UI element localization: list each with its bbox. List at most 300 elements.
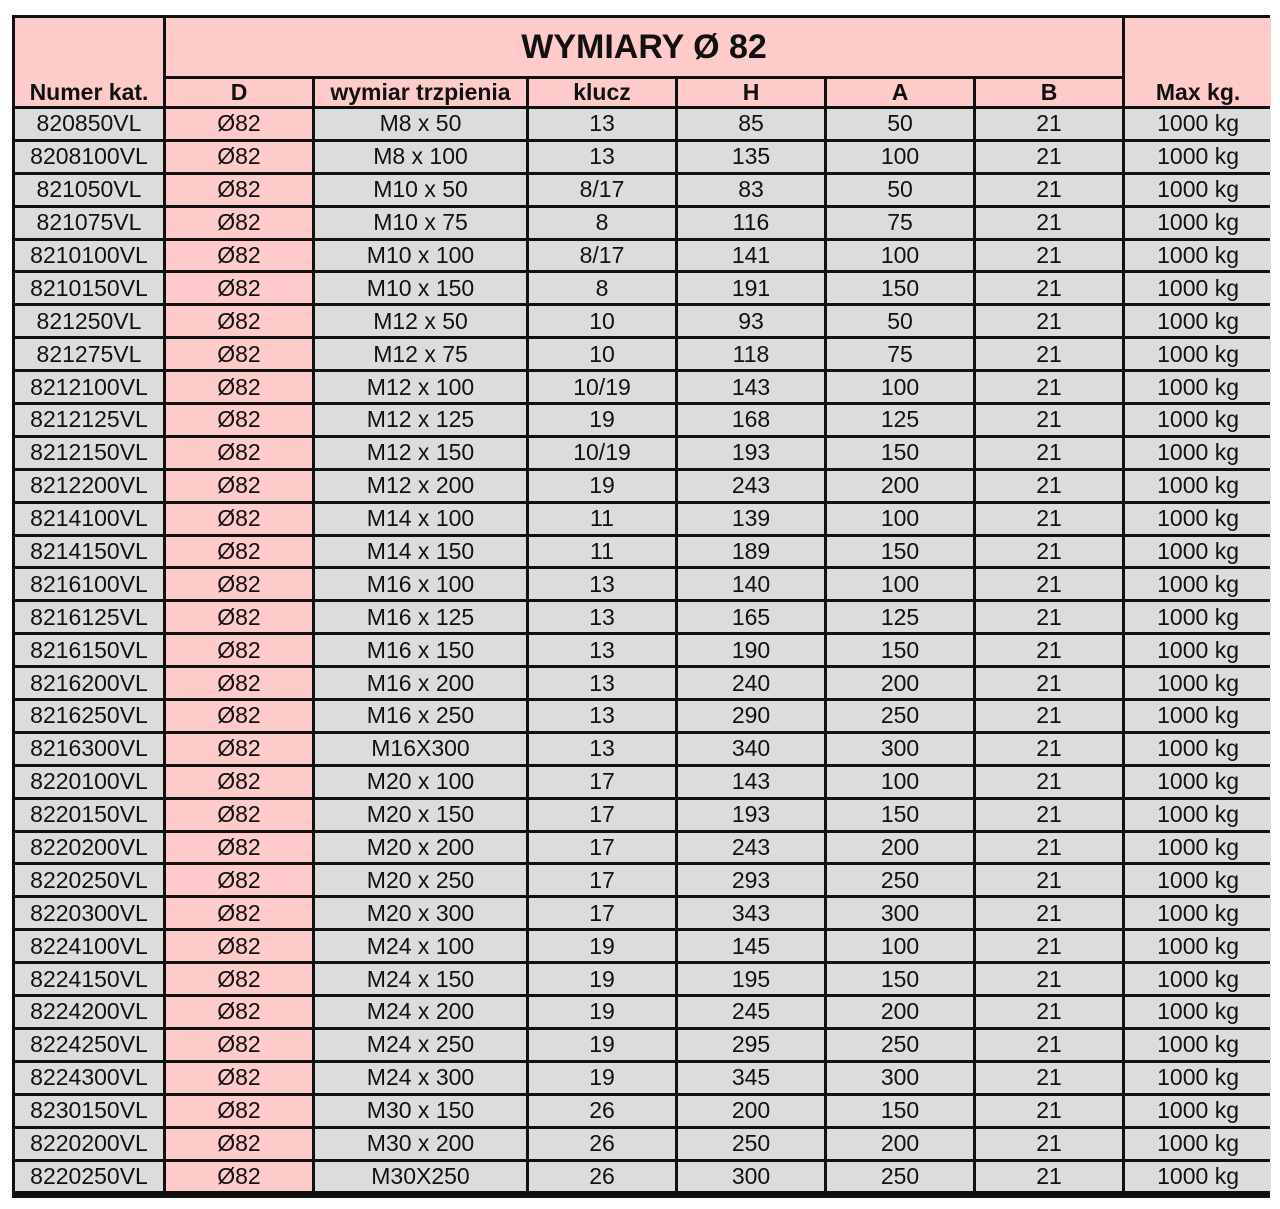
cell-h: 141	[678, 241, 824, 271]
cell-d: Ø82	[166, 537, 312, 567]
table-row	[15, 241, 1271, 271]
table-row	[15, 898, 1271, 928]
cell-wymiar-trzpienia: M20 x 250	[315, 865, 526, 895]
table-row	[15, 931, 1271, 961]
cell-b: 21	[976, 865, 1122, 895]
cell-h: 243	[678, 471, 824, 501]
cell-klucz: 8	[529, 208, 675, 238]
cell-numer-kat: 8212100VL	[15, 372, 163, 402]
cell-wymiar-trzpienia: M16X300	[315, 734, 526, 764]
cell-h: 343	[678, 898, 824, 928]
table-row	[15, 438, 1271, 468]
cell-klucz: 11	[529, 504, 675, 534]
cell-numer-kat: 8214100VL	[15, 504, 163, 534]
cell-a: 150	[827, 964, 973, 994]
cell-d: Ø82	[166, 504, 312, 534]
cell-d: Ø82	[166, 339, 312, 369]
cell-a: 250	[827, 865, 973, 895]
cell-a: 200	[827, 668, 973, 698]
cell-numer-kat: 8216300VL	[15, 734, 163, 764]
cell-numer-kat: 8220300VL	[15, 898, 163, 928]
cell-d: Ø82	[166, 372, 312, 402]
cell-a: 150	[827, 800, 973, 830]
cell-b: 21	[976, 1063, 1122, 1093]
cell-numer-kat: 8220250VL	[15, 865, 163, 895]
cell-numer-kat: 8216200VL	[15, 668, 163, 698]
cell-a: 100	[827, 241, 973, 271]
cell-klucz: 8/17	[529, 175, 675, 205]
cell-wymiar-trzpienia: M10 x 150	[315, 273, 526, 303]
cell-d: Ø82	[166, 569, 312, 599]
cell-max-kg: 1000 kg	[1125, 1096, 1271, 1126]
cell-klucz: 13	[529, 668, 675, 698]
table-row	[15, 964, 1271, 994]
cell-h: 116	[678, 208, 824, 238]
cell-a: 250	[827, 1030, 973, 1060]
cell-b: 21	[976, 997, 1122, 1027]
cell-klucz: 13	[529, 569, 675, 599]
cell-b: 21	[976, 339, 1122, 369]
cell-klucz: 10/19	[529, 372, 675, 402]
cell-a: 300	[827, 1063, 973, 1093]
cell-a: 125	[827, 602, 973, 632]
cell-d: Ø82	[166, 1096, 312, 1126]
header-numer-kat: Numer kat.	[15, 18, 163, 106]
cell-wymiar-trzpienia: M24 x 250	[315, 1030, 526, 1060]
cell-h: 93	[678, 306, 824, 336]
cell-b: 21	[976, 471, 1122, 501]
cell-max-kg: 1000 kg	[1125, 405, 1271, 435]
cell-b: 21	[976, 931, 1122, 961]
cell-h: 191	[678, 273, 824, 303]
cell-a: 200	[827, 997, 973, 1027]
cell-wymiar-trzpienia: M14 x 150	[315, 537, 526, 567]
cell-klucz: 26	[529, 1129, 675, 1159]
cell-numer-kat: 8220150VL	[15, 800, 163, 830]
cell-d: Ø82	[166, 306, 312, 336]
cell-h: 165	[678, 602, 824, 632]
cell-klucz: 19	[529, 931, 675, 961]
cell-numer-kat: 820850VL	[15, 109, 163, 139]
cell-h: 340	[678, 734, 824, 764]
cell-d: Ø82	[166, 997, 312, 1027]
table-row	[15, 372, 1271, 402]
table-row	[15, 833, 1271, 863]
cell-klucz: 13	[529, 734, 675, 764]
cell-a: 50	[827, 175, 973, 205]
table-row	[15, 1063, 1271, 1093]
table-row	[15, 865, 1271, 895]
table-row	[15, 142, 1271, 172]
cell-numer-kat: 8212125VL	[15, 405, 163, 435]
cell-klucz: 17	[529, 767, 675, 797]
cell-wymiar-trzpienia: M30X250	[315, 1162, 526, 1192]
cell-a: 250	[827, 701, 973, 731]
cell-b: 21	[976, 306, 1122, 336]
cell-klucz: 19	[529, 471, 675, 501]
cell-a: 150	[827, 438, 973, 468]
table-row	[15, 504, 1271, 534]
cell-b: 21	[976, 504, 1122, 534]
cell-a: 150	[827, 273, 973, 303]
table-row	[15, 800, 1271, 830]
table-row	[15, 701, 1271, 731]
cell-a: 200	[827, 833, 973, 863]
cell-numer-kat: 8216100VL	[15, 569, 163, 599]
cell-numer-kat: 8224200VL	[15, 997, 163, 1027]
cell-a: 50	[827, 109, 973, 139]
cell-d: Ø82	[166, 175, 312, 205]
cell-wymiar-trzpienia: M8 x 50	[315, 109, 526, 139]
dimensions-table-frame	[12, 15, 1270, 1198]
cell-max-kg: 1000 kg	[1125, 602, 1271, 632]
cell-wymiar-trzpienia: M16 x 125	[315, 602, 526, 632]
cell-max-kg: 1000 kg	[1125, 964, 1271, 994]
cell-numer-kat: 821250VL	[15, 306, 163, 336]
cell-numer-kat: 8212150VL	[15, 438, 163, 468]
cell-d: Ø82	[166, 931, 312, 961]
cell-numer-kat: 8208100VL	[15, 142, 163, 172]
cell-b: 21	[976, 208, 1122, 238]
table-row	[15, 569, 1271, 599]
cell-d: Ø82	[166, 1030, 312, 1060]
cell-b: 21	[976, 701, 1122, 731]
cell-wymiar-trzpienia: M20 x 150	[315, 800, 526, 830]
cell-klucz: 13	[529, 701, 675, 731]
cell-a: 200	[827, 1129, 973, 1159]
table-row	[15, 602, 1271, 632]
cell-b: 21	[976, 142, 1122, 172]
cell-max-kg: 1000 kg	[1125, 306, 1271, 336]
cell-b: 21	[976, 602, 1122, 632]
cell-d: Ø82	[166, 865, 312, 895]
cell-wymiar-trzpienia: M12 x 125	[315, 405, 526, 435]
cell-klucz: 19	[529, 997, 675, 1027]
cell-wymiar-trzpienia: M30 x 200	[315, 1129, 526, 1159]
cell-wymiar-trzpienia: M10 x 50	[315, 175, 526, 205]
cell-b: 21	[976, 767, 1122, 797]
cell-wymiar-trzpienia: M20 x 100	[315, 767, 526, 797]
cell-d: Ø82	[166, 208, 312, 238]
cell-wymiar-trzpienia: M12 x 75	[315, 339, 526, 369]
cell-numer-kat: 8224100VL	[15, 931, 163, 961]
cell-max-kg: 1000 kg	[1125, 800, 1271, 830]
cell-max-kg: 1000 kg	[1125, 471, 1271, 501]
cell-wymiar-trzpienia: M30 x 150	[315, 1096, 526, 1126]
cell-wymiar-trzpienia: M16 x 150	[315, 635, 526, 665]
cell-klucz: 17	[529, 865, 675, 895]
cell-klucz: 8/17	[529, 241, 675, 271]
cell-max-kg: 1000 kg	[1125, 504, 1271, 534]
cell-wymiar-trzpienia: M12 x 50	[315, 306, 526, 336]
cell-h: 140	[678, 569, 824, 599]
cell-a: 250	[827, 1162, 973, 1192]
cell-h: 245	[678, 997, 824, 1027]
cell-b: 21	[976, 175, 1122, 205]
table-row	[15, 1129, 1271, 1159]
cell-d: Ø82	[166, 767, 312, 797]
cell-d: Ø82	[166, 668, 312, 698]
header-wymiar-trzpienia: wymiar trzpienia	[315, 79, 526, 106]
cell-numer-kat: 8230150VL	[15, 1096, 163, 1126]
cell-wymiar-trzpienia: M10 x 75	[315, 208, 526, 238]
cell-b: 21	[976, 800, 1122, 830]
cell-numer-kat: 821075VL	[15, 208, 163, 238]
cell-wymiar-trzpienia: M24 x 100	[315, 931, 526, 961]
cell-b: 21	[976, 1162, 1122, 1192]
cell-a: 100	[827, 372, 973, 402]
cell-max-kg: 1000 kg	[1125, 635, 1271, 665]
cell-numer-kat: 821050VL	[15, 175, 163, 205]
cell-h: 193	[678, 800, 824, 830]
cell-h: 135	[678, 142, 824, 172]
cell-b: 21	[976, 1129, 1122, 1159]
cell-wymiar-trzpienia: M24 x 200	[315, 997, 526, 1027]
cell-a: 100	[827, 767, 973, 797]
cell-a: 125	[827, 405, 973, 435]
cell-d: Ø82	[166, 1129, 312, 1159]
cell-wymiar-trzpienia: M12 x 100	[315, 372, 526, 402]
table-row	[15, 1030, 1271, 1060]
cell-h: 139	[678, 504, 824, 534]
cell-klucz: 19	[529, 964, 675, 994]
cell-h: 193	[678, 438, 824, 468]
cell-wymiar-trzpienia: M16 x 250	[315, 701, 526, 731]
cell-a: 150	[827, 635, 973, 665]
cell-d: Ø82	[166, 833, 312, 863]
cell-a: 150	[827, 1096, 973, 1126]
cell-numer-kat: 8220200VL	[15, 1129, 163, 1159]
header-row	[15, 79, 1271, 106]
cell-h: 290	[678, 701, 824, 731]
cell-h: 189	[678, 537, 824, 567]
table-row	[15, 175, 1271, 205]
cell-d: Ø82	[166, 635, 312, 665]
cell-max-kg: 1000 kg	[1125, 142, 1271, 172]
cell-max-kg: 1000 kg	[1125, 273, 1271, 303]
table-row	[15, 339, 1271, 369]
table-row	[15, 109, 1271, 139]
table-row	[15, 767, 1271, 797]
table-title: WYMIARY Ø 82	[166, 18, 1122, 76]
cell-a: 75	[827, 339, 973, 369]
cell-numer-kat: 8216150VL	[15, 635, 163, 665]
cell-wymiar-trzpienia: M12 x 200	[315, 471, 526, 501]
cell-klucz: 13	[529, 635, 675, 665]
cell-wymiar-trzpienia: M10 x 100	[315, 241, 526, 271]
header-b: B	[976, 79, 1122, 106]
cell-b: 21	[976, 438, 1122, 468]
table-row	[15, 635, 1271, 665]
cell-a: 100	[827, 504, 973, 534]
cell-b: 21	[976, 734, 1122, 764]
cell-numer-kat: 8220250VL	[15, 1162, 163, 1192]
cell-numer-kat: 8224250VL	[15, 1030, 163, 1060]
cell-b: 21	[976, 241, 1122, 271]
cell-max-kg: 1000 kg	[1125, 537, 1271, 567]
header-a: A	[827, 79, 973, 106]
cell-h: 83	[678, 175, 824, 205]
cell-h: 295	[678, 1030, 824, 1060]
cell-d: Ø82	[166, 964, 312, 994]
cell-a: 100	[827, 569, 973, 599]
cell-b: 21	[976, 668, 1122, 698]
cell-d: Ø82	[166, 405, 312, 435]
header-d: D	[166, 79, 312, 106]
cell-h: 300	[678, 1162, 824, 1192]
cell-max-kg: 1000 kg	[1125, 438, 1271, 468]
cell-b: 21	[976, 405, 1122, 435]
cell-max-kg: 1000 kg	[1125, 1162, 1271, 1192]
header-h: H	[678, 79, 824, 106]
cell-klucz: 10/19	[529, 438, 675, 468]
cell-h: 143	[678, 767, 824, 797]
header-max-kg: Max kg.	[1125, 18, 1271, 106]
cell-klucz: 26	[529, 1096, 675, 1126]
cell-a: 100	[827, 931, 973, 961]
cell-klucz: 13	[529, 109, 675, 139]
cell-max-kg: 1000 kg	[1125, 833, 1271, 863]
cell-klucz: 8	[529, 273, 675, 303]
cell-d: Ø82	[166, 273, 312, 303]
cell-a: 75	[827, 208, 973, 238]
table-row	[15, 1162, 1271, 1192]
cell-h: 85	[678, 109, 824, 139]
table-body	[15, 109, 1271, 1191]
cell-d: Ø82	[166, 1162, 312, 1192]
cell-max-kg: 1000 kg	[1125, 339, 1271, 369]
cell-klucz: 13	[529, 602, 675, 632]
cell-numer-kat: 8224150VL	[15, 964, 163, 994]
cell-a: 200	[827, 471, 973, 501]
cell-b: 21	[976, 109, 1122, 139]
cell-b: 21	[976, 635, 1122, 665]
cell-klucz: 19	[529, 1030, 675, 1060]
cell-b: 21	[976, 569, 1122, 599]
cell-klucz: 17	[529, 898, 675, 928]
cell-h: 293	[678, 865, 824, 895]
table-row	[15, 405, 1271, 435]
cell-numer-kat: 8212200VL	[15, 471, 163, 501]
cell-a: 300	[827, 734, 973, 764]
table-row	[15, 306, 1271, 336]
cell-klucz: 10	[529, 306, 675, 336]
cell-max-kg: 1000 kg	[1125, 997, 1271, 1027]
cell-max-kg: 1000 kg	[1125, 865, 1271, 895]
cell-b: 21	[976, 537, 1122, 567]
cell-h: 118	[678, 339, 824, 369]
cell-a: 50	[827, 306, 973, 336]
header-klucz: klucz	[529, 79, 675, 106]
cell-h: 143	[678, 372, 824, 402]
cell-klucz: 10	[529, 339, 675, 369]
table-row	[15, 537, 1271, 567]
cell-numer-kat: 8216125VL	[15, 602, 163, 632]
cell-klucz: 13	[529, 142, 675, 172]
cell-b: 21	[976, 1096, 1122, 1126]
cell-klucz: 11	[529, 537, 675, 567]
cell-h: 168	[678, 405, 824, 435]
cell-wymiar-trzpienia: M14 x 100	[315, 504, 526, 534]
cell-klucz: 19	[529, 1063, 675, 1093]
cell-numer-kat: 8224300VL	[15, 1063, 163, 1093]
cell-d: Ø82	[166, 602, 312, 632]
table-row	[15, 668, 1271, 698]
cell-d: Ø82	[166, 701, 312, 731]
cell-klucz: 26	[529, 1162, 675, 1192]
cell-a: 100	[827, 142, 973, 172]
cell-d: Ø82	[166, 241, 312, 271]
cell-numer-kat: 8220100VL	[15, 767, 163, 797]
cell-wymiar-trzpienia: M8 x 100	[315, 142, 526, 172]
cell-wymiar-trzpienia: M16 x 100	[315, 569, 526, 599]
cell-h: 145	[678, 931, 824, 961]
cell-h: 250	[678, 1129, 824, 1159]
cell-b: 21	[976, 273, 1122, 303]
cell-b: 21	[976, 833, 1122, 863]
cell-d: Ø82	[166, 438, 312, 468]
cell-max-kg: 1000 kg	[1125, 208, 1271, 238]
cell-wymiar-trzpienia: M16 x 200	[315, 668, 526, 698]
cell-h: 243	[678, 833, 824, 863]
cell-d: Ø82	[166, 898, 312, 928]
cell-max-kg: 1000 kg	[1125, 1129, 1271, 1159]
cell-wymiar-trzpienia: M12 x 150	[315, 438, 526, 468]
cell-klucz: 17	[529, 833, 675, 863]
cell-max-kg: 1000 kg	[1125, 1063, 1271, 1093]
cell-max-kg: 1000 kg	[1125, 1030, 1271, 1060]
cell-a: 300	[827, 898, 973, 928]
cell-max-kg: 1000 kg	[1125, 931, 1271, 961]
table-row	[15, 997, 1271, 1027]
dimensions-table	[12, 15, 1274, 1194]
cell-numer-kat: 8210150VL	[15, 273, 163, 303]
cell-h: 190	[678, 635, 824, 665]
table-row	[15, 734, 1271, 764]
cell-b: 21	[976, 1030, 1122, 1060]
cell-a: 150	[827, 537, 973, 567]
cell-numer-kat: 821275VL	[15, 339, 163, 369]
cell-wymiar-trzpienia: M20 x 300	[315, 898, 526, 928]
cell-max-kg: 1000 kg	[1125, 898, 1271, 928]
cell-klucz: 19	[529, 405, 675, 435]
table-row	[15, 208, 1271, 238]
cell-d: Ø82	[166, 800, 312, 830]
table-row	[15, 471, 1271, 501]
cell-b: 21	[976, 372, 1122, 402]
cell-h: 195	[678, 964, 824, 994]
cell-max-kg: 1000 kg	[1125, 241, 1271, 271]
cell-b: 21	[976, 964, 1122, 994]
cell-max-kg: 1000 kg	[1125, 569, 1271, 599]
cell-d: Ø82	[166, 109, 312, 139]
cell-max-kg: 1000 kg	[1125, 175, 1271, 205]
cell-max-kg: 1000 kg	[1125, 109, 1271, 139]
cell-max-kg: 1000 kg	[1125, 668, 1271, 698]
cell-max-kg: 1000 kg	[1125, 767, 1271, 797]
cell-wymiar-trzpienia: M24 x 300	[315, 1063, 526, 1093]
cell-b: 21	[976, 898, 1122, 928]
table-row	[15, 1096, 1271, 1126]
cell-max-kg: 1000 kg	[1125, 734, 1271, 764]
cell-max-kg: 1000 kg	[1125, 372, 1271, 402]
cell-wymiar-trzpienia: M24 x 150	[315, 964, 526, 994]
cell-h: 200	[678, 1096, 824, 1126]
title-row	[15, 18, 1271, 76]
table-row	[15, 273, 1271, 303]
cell-d: Ø82	[166, 471, 312, 501]
cell-numer-kat: 8220200VL	[15, 833, 163, 863]
